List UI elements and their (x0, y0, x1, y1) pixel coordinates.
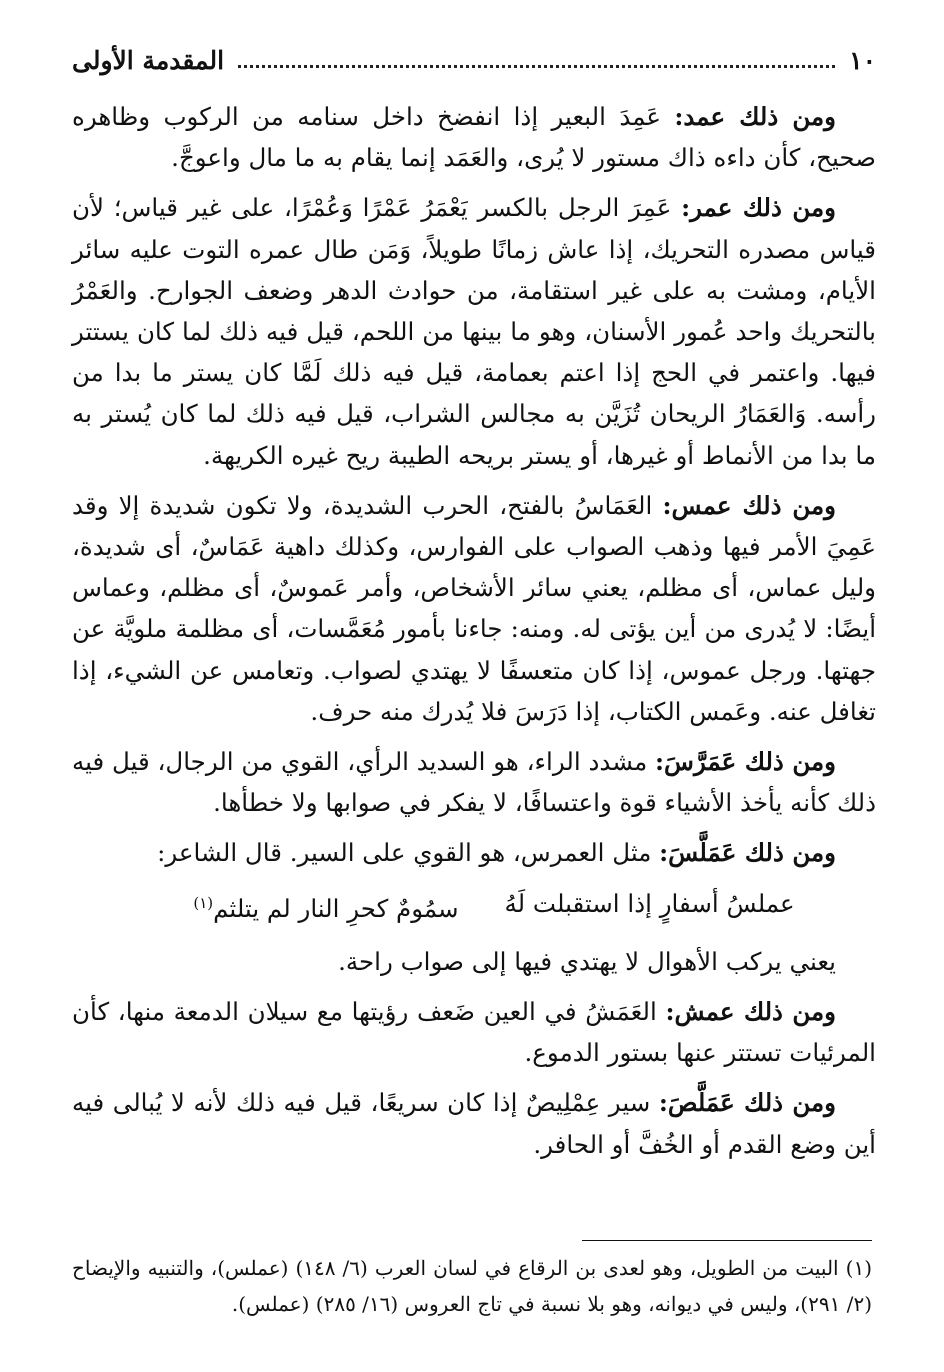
entry-lead: ومن ذلك عَمَلَّسَ: (659, 838, 836, 868)
verse-second-text: سمُومٌ كحرِ النار لم يتلثم (213, 893, 459, 923)
entry-lead: ومن ذلك عَمَرَّسَ: (655, 747, 836, 777)
entry-lead: ومن ذلك عمد: (674, 102, 837, 131)
verse-second-hemistich (193, 883, 458, 929)
entry-text: عَمِرَ الرجل بالكسر يَعْمَرُ عَمْرًا وَعُمْرًا، على غير قياس؛ لأن قياس مصدره التحريك، إذا عاش زمانًا طويلاً، وَمَن طال عمره التوت عليه سائر الأيام، ومشت به على غير استقامة، من حوادث الدهر وضعف الجوارح. والعَمْرُ بالتحريك واحد عُمور الأسنان، وهو ما بينها من اللحم، قيل فيه ذلك لما كان يستتر فيها. واعتمر في الحج إذا اعتم بعمامة، قيل فيه ذلك لَمَّا كان يستر ما بدا من رأسه. وَالعَمَارُ الريحان تُزَيَّن به مجالس الشراب، قيل فيه ذلك لما كان يُستر به ما بدا من الأنماط أو غيرها، أو يستر بريحه الطيبة ريح غيره الكريهة. (72, 193, 876, 470)
verse-first-hemistich: عملسُ أسفارٍ إذا استقبلت لَهُ (504, 888, 795, 918)
entry-lead: ومن ذلك عمش: (665, 997, 836, 1027)
paragraph-amas (72, 485, 876, 732)
paragraph-amarras (72, 741, 876, 823)
poetry-verse (72, 883, 876, 929)
entry-text: عَمِدَ البعير إذا انفضخ داخل سنامه من الركوب وظاهره صحيح، كأن داءه ذاك مستور لا يُرى، والعَمَد إنما يقام به ما مال واعوجَّ. (72, 102, 876, 173)
entry-lead: ومن ذلك عمر: (681, 193, 836, 223)
page-body (72, 96, 876, 1165)
paragraph-amallas (72, 832, 876, 873)
paragraph-amad (72, 96, 876, 178)
page-header (72, 38, 876, 82)
header-dotted-leader (238, 65, 835, 68)
chapter-title: المقدمة الأولى (72, 45, 225, 75)
entry-text: العَمَشُ في العين ضَعف رؤيتها مع سيلان الدمعة منها، كأن المرئيات تستتر عنها بستور الدموع. (72, 997, 876, 1068)
paragraph-amar (72, 187, 876, 475)
entry-text: مشدد الراء، هو السديد الرأي، القوي من الرجال، قيل فيه ذلك كأنه يأخذ الأشياء قوة واعتسافًا، لا يفكر في صوابها ولا خطأها. (72, 747, 876, 818)
paragraph-amash (72, 991, 876, 1073)
verse-explanation: يعني يركب الأهوال لا يهتدي فيها إلى صواب راحة. (338, 946, 836, 976)
footnote-separator (582, 1240, 872, 1241)
entry-text: العَمَاسُ بالفتح، الحرب الشديدة، ولا تكون شديدة إلا وقد عَمِيَ الأمر فيها وذهب الصواب على الفوارس، وكذلك داهية عَمَاسٌ، أى شديدة، وليل عماس، أى مظلم، يعني سائر الأشخاص، وأمر عَموسٌ، أى مظلم، وعماس أيضًا: لا يُدرى من أين يؤتى له. ومنه: جاءنا بأمور مُعَمَّسات، أى مظلمة ملويَّة عن جهتها. ورجل عموس، إذا كان متعسفًا لا يهتدي لصواب. وتعامس عن الشيء، إذا تغافل عنه. وعَمس الكتاب، إذا دَرَسَ فلا يُدرك منه حرف. (72, 490, 876, 726)
paragraph-amallas-2 (72, 1082, 876, 1164)
entry-lead: ومن ذلك عمس: (662, 490, 836, 520)
footnote-reference: (١) (193, 893, 214, 912)
footnote: (١) البيت من الطويل، وهو لعدى بن الرقاع في لسان العرب (٦/ ١٤٨) (عملس)، والتنبيه والإيضاح (٢/ ٢٩١)، وليس في ديوانه، وهو بلا نسبة في تاج العروس (١٦/ ٢٨٥) (عملس). (72, 1256, 872, 1316)
entry-lead: ومن ذلك عَمَلَّصَ: (658, 1088, 836, 1118)
page-number: ١٠ (849, 45, 876, 75)
entry-text: مثل العمرس، هو القوي على السير. قال الشاعر: (157, 838, 660, 868)
entry-text: سير عِمْلِيصٌ إذا كان سريعًا، قيل فيه ذلك لأنه لا يُبالى فيه أين وضع القدم أو الخُفَّ أو الحافر. (72, 1088, 876, 1159)
